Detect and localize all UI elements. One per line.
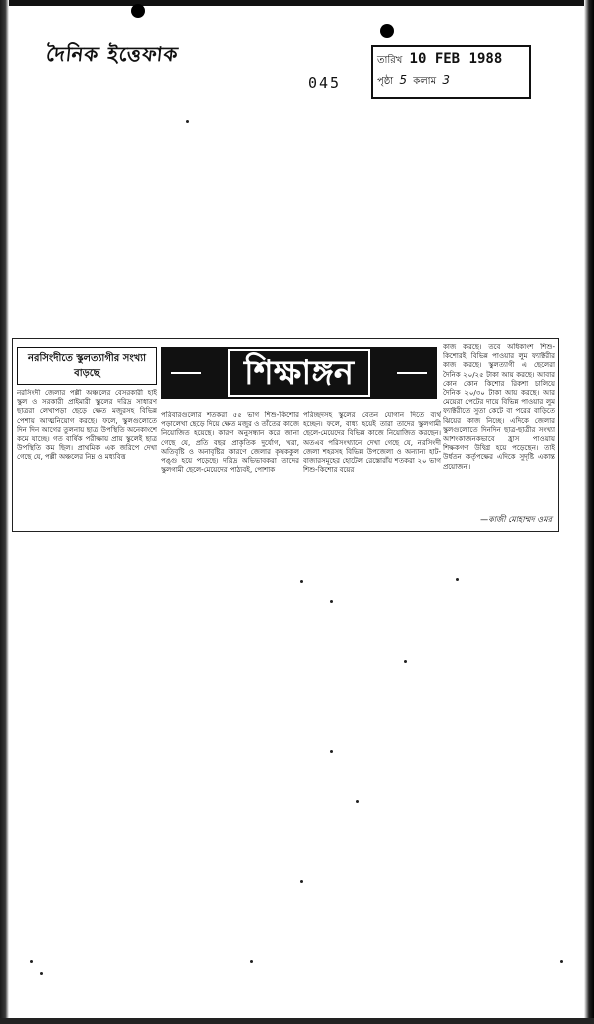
article-column-4: কাজ করছে। তবে অধিকাংশ শিশু-কিশোরই বিভিন্ন পাওয়ার লুম ফ্যাক্টরীর কাজ করছে। স্কুলত্যাগী এ ছেলেরা দৈনিক ২০/২৫ টাকা আয় করছে। আবার কোন কোন কিশোর রিকশা চালিয়ে দৈনিক ২০/৩০ টাকা আয় করছে। আর মেয়েরা পেটের দায়ে বিভিন্ন পাওয়ার লুম ফ্যাক্টরীতে সুতা কেটে বা পরের বাড়িতে ঝিয়ের কাজ নিচ্ছে। এদিকে জেলার স্কুলগুলোতে দিনদিন ছাত্র-ছাত্রীর সংখ্যা আশংকাজনকভাবে হ্রাস পাওয়ায় শিক্ষকগণ উদ্বিগ্ন হয়ে পড়েছেন। তাই উর্ধতন কর্তৃপক্ষের এদিকে সুদৃষ্টি একান্ত প্রয়োজন। — [443, 343, 555, 471]
date-stamp — [371, 45, 531, 99]
punch-hole-left — [131, 4, 145, 18]
section-banner — [161, 347, 437, 399]
scan-speck — [300, 880, 303, 883]
scan-speck — [186, 120, 189, 123]
scan-speck — [40, 972, 43, 975]
newspaper-name: দৈনিক ইত্তেফাক — [45, 42, 180, 66]
stamp-page-label: পৃষ্ঠা — [377, 76, 394, 87]
scan-speck — [330, 750, 333, 753]
scan-speck — [560, 960, 563, 963]
stamp-column-label: কলাম — [413, 76, 437, 87]
stamp-date-label: তারিখ — [377, 55, 403, 66]
section-title: শিক্ষাঙ্গন — [228, 349, 370, 397]
article-byline: —কাজী মোহাম্মদ ওমর — [480, 515, 552, 524]
article-column-2: পরিবারগুলোর শতকরা ৫৫ ভাগ শিশু-কিশোর পড়ালেখা ছেড়ে দিয়ে ক্ষেত মজুর ও তাঁতের কাজে নিয়োজিত হয়েছে। কারণ অনুসন্ধান করে জানা গেছে যে, প্রতি বছর প্রাকৃতিক দুর্যোগ, খরা, অতিবৃষ্টি ও অনাবৃষ্টির কারণে জেলার কৃষককুল পঙ্গু হয়ে পড়েছে। দরিদ্র অভিভাবকরা তাদের স্কুলগামী ছেলে-মেয়েদের পাঠ্যবই, পোশাক — [161, 411, 299, 475]
article-headline: নরসিংদীতে স্কুলত্যাগীর সংখ্যা বাড়ছে — [17, 347, 157, 385]
punch-hole-right — [380, 24, 394, 38]
scan-speck — [456, 578, 459, 581]
newspaper-clipping — [12, 338, 559, 532]
banner-rule-right — [397, 372, 427, 374]
scan-edge-left — [0, 0, 9, 1024]
scan-edge-right — [584, 0, 594, 1024]
stamp-date-value: 10 FEB 1988 — [409, 51, 503, 67]
scan-speck — [330, 600, 333, 603]
reference-number: 045 — [308, 74, 342, 92]
scan-speck — [404, 660, 407, 663]
banner-rule-left — [171, 372, 201, 374]
scan-speck — [356, 800, 359, 803]
article-column-3: পরিচ্ছদসহ স্কুলের বেতন যোগান দিতে ব্যর্থ হচ্ছেন। ফলে, বাধ্য হয়েই তারা তাদের স্কুলগামী ছেলে-মেয়েদের বিভিন্ন কাজে নিয়োজিত করছেন। অতএব পরিসংখ্যানে দেখা গেছে যে, নরসিংদী জেলা শহরসহ বিভিন্ন উপজেলা ও অন্যান্য হাট-বাজারসমূহের হোটেল রেস্তোরাঁয় শতকরা ২০ ভাগ শিশু-কিশোর বয়ের — [303, 411, 441, 475]
stamp-column-value: 3 — [442, 73, 450, 87]
scan-speck — [300, 580, 303, 583]
scan-edge-bottom — [0, 1018, 594, 1024]
scan-speck — [250, 960, 253, 963]
scan-speck — [30, 960, 33, 963]
scan-edge-top — [0, 0, 594, 6]
article-column-1: নরসিংদী জেলার পল্লী অঞ্চলের বেসরকারী হাই স্কুল ও সরকারী প্রাইমারী স্কুলের দরিদ্র সাধারণ ছাত্ররা লেখাপড়া ছেড়ে ক্ষেত মজুরসহ বিভিন্ন পেশায় আত্মনিয়োগ করছে। ফলে, স্কুলগুলোতে দিন দিন আগের তুলনায় ছাত্র উপস্থিতি অনেকাংশে কমে যাচ্ছে। গত বার্ষিক পরীক্ষায় প্রায় স্কুলেই ছাত্র উপস্থিতি কম ছিল। প্রাথমিক এক জরিপে দেখা গেছে যে, পল্লী অঞ্চলের নিম্ন ও মধ্যবিত্ত — [17, 389, 157, 462]
stamp-page-value: 5 — [399, 73, 408, 87]
